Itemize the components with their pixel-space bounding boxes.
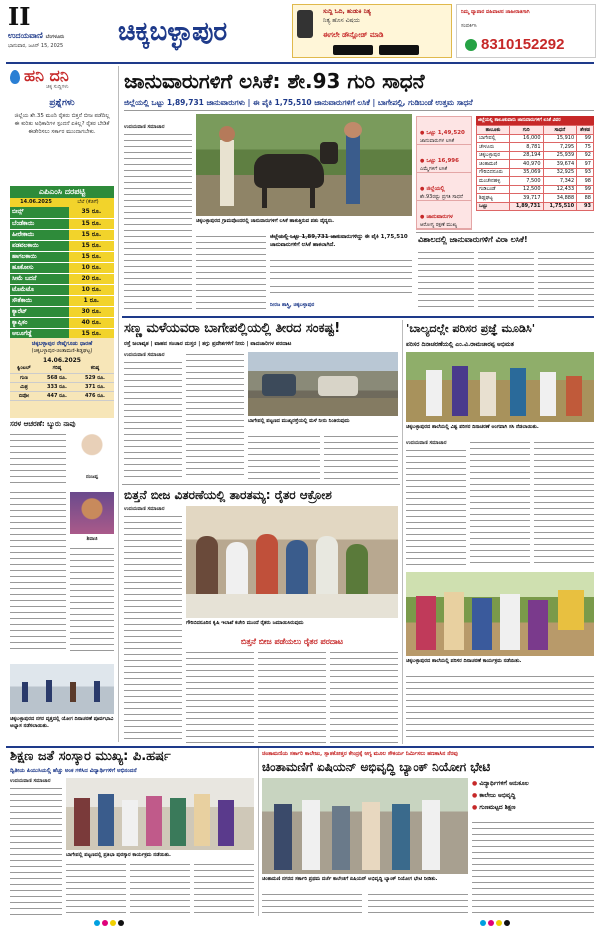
brand-sub: ಚಿಕ್ಕ ಸುದ್ದಿಗಳು xyxy=(46,84,69,90)
market-table xyxy=(10,364,114,401)
taluk-table-cell: 97 xyxy=(577,160,594,169)
taluk-table-cell: 39,674 xyxy=(543,160,577,169)
market-row xyxy=(10,373,114,382)
story2-col1 xyxy=(124,360,182,480)
taluk-table-box xyxy=(476,116,594,230)
market-cell-min: 529 ರೂ. xyxy=(76,373,114,382)
market-cell-max: 447 ರೂ. xyxy=(38,391,76,400)
market-title: ಚಿಕ್ಕಬಳ್ಳಾಪುರ ರೇಷ್ಮೆಗೂಡು ಧಾರಣೆ xyxy=(31,341,93,347)
bottom-left-col5 xyxy=(194,862,254,916)
people-text-2 xyxy=(10,490,66,650)
market-cell-name: ಗುಣ xyxy=(10,373,38,382)
veg-name: ಹೂಕೋಸು xyxy=(10,262,69,273)
related-headline: ವಿಶಾಲದಲ್ಲಿ ಜಾನುವಾರುಗಳಿಗೆ ವಿರಾ ಲಸಿಕೆ! xyxy=(418,235,528,244)
bottom-left-subhead: ದ್ವಿತೀಯ ಪಿಯುಸಿಯಲ್ಲಿ ಹೆಚ್ಚು ಅಂಕ ಗಳಿಸಿದ ವಿದ್ಯಾರ್ಥಿಗಳಿಗೆ ಅಭಿನಂದನೆ xyxy=(10,768,137,774)
taluk-table-title: ಜಿಲ್ಲೆಯಲ್ಲಿ ತಾಲೂಕುವಾರು ಜಾನುವಾರುಗಳಿಗೆ ಲಸಿಕೆ ವಿವರ xyxy=(476,116,594,125)
app-ad-line1: ಸುದ್ದಿ ಓದಿ, ಹುಡುಕಿ ನಿತ್ಯ xyxy=(323,9,371,15)
person1-photo xyxy=(70,430,114,472)
story4-byline: ಉದಯವಾಣಿ ಸಮಾಚಾರ xyxy=(406,440,447,446)
market-cell-name: ಮಿಶ್ರ xyxy=(10,382,38,391)
taluk-table-row xyxy=(477,151,594,160)
taluk-table-row xyxy=(477,143,594,152)
people-text-3 xyxy=(70,546,114,656)
story4-headline: 'ಬಾಲ್ಯದಲ್ಲೇ ಪರಿಸರ ಪ್ರಜ್ಞೆ ಮೂಡಿಸಿ' xyxy=(406,322,536,335)
taluk-table-row xyxy=(477,134,594,143)
taluk-table-cell: 99 xyxy=(577,185,594,194)
market-sub: (ಚಿಕ್ಕಬಳ್ಳಾಪುರ-ಚಿಂತಾಮಣಿ-ಶಿಡ್ಲಘಟ್ಟ) xyxy=(31,348,93,354)
taluk-table-cell: 7,500 xyxy=(509,177,543,186)
story2-col3 xyxy=(248,434,320,480)
taluk-table-row xyxy=(477,185,594,194)
brand-logo-text: ಹನಿ ದನಿ xyxy=(24,66,69,85)
bottom-right-col2 xyxy=(262,892,362,916)
bottom-left-caption: ಬಾಗೇಪಲ್ಲಿ ಪಟ್ಟಣದಲ್ಲಿ ಪ್ರತಿಭಾ ಪುರಸ್ಕಾರ ಕಾರ್ಯಕ್ರಮ ನಡೆಯಿತು. xyxy=(66,852,171,858)
taluk-table-cell: 12,500 xyxy=(509,185,543,194)
veg-price-row xyxy=(10,262,114,273)
paper-name xyxy=(8,31,64,41)
related-rule xyxy=(416,232,594,233)
story3-sub-headline: ಬಿತ್ತನೆ ಬೀಜ ಪಡೆಯಲು ರೈತರ ಪರದಾಟ xyxy=(240,637,344,646)
taluk-table-cell: 40,970 xyxy=(509,160,543,169)
fact-label: ಒಟ್ಟು 1,49,520 xyxy=(426,130,465,136)
fact-text: ಆರೋಗ್ಯ ರಕ್ಷಣೆ ಮುಖ್ಯ xyxy=(420,222,458,228)
bullet-icon: ● xyxy=(472,804,480,811)
issue-date: ಭಾನುವಾರ, ಜೂನ್ 15, 2025 xyxy=(8,43,64,49)
lead-highlight-lines xyxy=(270,258,412,280)
masthead-divider xyxy=(6,62,594,64)
taluk-table-cell: 15,910 xyxy=(543,134,577,143)
taluk-table-row xyxy=(477,177,594,186)
whatsapp-icon xyxy=(465,39,477,51)
story3-byline: ಉದಯವಾಣಿ ಸಮಾಚಾರ xyxy=(124,506,165,512)
bullet-icon: ● xyxy=(420,158,425,164)
story4-photo2 xyxy=(406,572,594,656)
bullet-icon: ● xyxy=(472,780,480,787)
apmc-box xyxy=(10,186,114,337)
veg-price: 15 ರೂ. xyxy=(69,229,114,240)
fact-item xyxy=(417,145,471,173)
veg-price: 10 ರೂ. xyxy=(69,262,114,273)
lead-highlight xyxy=(270,234,412,282)
taluk-table-cell: 8,781 xyxy=(509,143,543,152)
market-cell-max: 333 ರೂ. xyxy=(38,382,76,391)
story4-subhead: ಪರಿಸರ ದಿನಾಚರಣೆಯಲ್ಲಿ ಎಂ.ವಿ.ರಾಮಚಾರಪ್ಪ ಅಭಿಮತ xyxy=(406,341,514,348)
bottom-right-photo xyxy=(262,778,468,874)
taluk-table-header: ಶೇಕಡ xyxy=(577,126,594,135)
veg-name: ಸೌತೆಕಾಯಿ xyxy=(10,295,69,306)
taluk-table-row xyxy=(477,194,594,203)
story2-subhead: ರಸ್ತೆ ಜಲಾವೃತ | ವಾಹನ ಸಂಚಾರ ದುಸ್ತರ | ತಗ್ಗು ಪ್ರದೇಶಗಳಿಗೆ ನೀರು | ಪಾದಚಾರಿಗಳ ಪರದಾಟ xyxy=(124,341,292,347)
app-ad-line3: ಈಗಲೇ ಡೌನ್ಲೋಡ್ ಮಾಡಿ xyxy=(323,31,384,39)
story3-col4 xyxy=(258,650,326,744)
veg-price: 40 ರೂ. xyxy=(69,317,114,328)
story2-byline: ಉದಯವಾಣಿ ಸಮಾಚಾರ xyxy=(124,352,165,358)
edition-title: ಚಿಕ್ಕಬಳ್ಳಾಪುರ xyxy=(118,17,228,47)
taluk-table-cell: 75 xyxy=(577,143,594,152)
bottom-right-col3 xyxy=(368,892,468,916)
story4-col2 xyxy=(470,440,530,568)
taluk-table-cell: 25,939 xyxy=(543,151,577,160)
story3-col1 xyxy=(124,514,182,744)
apmc-title: ಎಪಿಎಂಸಿ ದರಪಟ್ಟಿ xyxy=(10,186,114,198)
veg-price: 15 ರೂ. xyxy=(69,328,114,339)
taluk-table-cell: ಗುಡಿಬಂಡೆ xyxy=(477,185,510,194)
bottom-right-caption: ಚಿಂತಾಮಣಿ ನಗರದ ಸರ್ಕಾರಿ ಪ್ರಥಮ ದರ್ಜೆ ಕಾಲೇಜಿಗೆ ಏಷಿಯನ್ ಅಭಿವೃದ್ಧಿ ಬ್ಯಾಂಕ್ ನಿಯೋಗ ಭೇಟಿ ನೀಡಿತು. xyxy=(262,876,438,882)
story3-col5 xyxy=(330,650,398,744)
fact-label: ಜಿಲ್ಲೆಯಲ್ಲಿ xyxy=(426,186,445,192)
yoga-photo xyxy=(10,664,114,714)
taluk-table-cell: ಚೇಳೂರು xyxy=(477,143,510,152)
story2-bottom-rule xyxy=(122,484,400,485)
lead-facts xyxy=(416,116,472,230)
veg-price-row xyxy=(10,240,114,251)
market-header: ಕ್ವಿಂಟಲ್ xyxy=(10,364,38,373)
story4-col4 xyxy=(406,674,594,742)
contact-ad-line2: ಸಂಪರ್ಕಿಸಿ xyxy=(461,23,477,29)
bottom-right-kicker: ಚಿಂತಾಮಣಿಯ ಸರ್ಕಾರಿ ಕಾಲೇಜು, ಸ್ನಾತಕೋತ್ತರ ಕೇಂದ್ರಕ್ಕೆ ಆಗ್ಯ ಮೂಲ ಸೌಕರ್ಯ ನಿರ್ಮಿಸಲು ಹಣಕಾಸಿನ ನೆರವು xyxy=(262,751,458,757)
bottom-left-col1 xyxy=(10,786,62,916)
veg-name: ಕ್ಯಾಪ್ಸಿಕಂ xyxy=(10,317,69,328)
taluk-table-cell: 93 xyxy=(577,168,594,177)
print-registration-marks xyxy=(0,918,600,928)
taluk-table-cell: 39,717 xyxy=(509,194,543,203)
taluk-table-row xyxy=(477,202,594,211)
story3-photo-caption: ಗೌರಿಬಿದನೂರಿನ ಕೃಷಿ ಇಲಾಖೆ ಕಚೇರಿ ಮುಂದೆ ರೈತರು ಜಮಾಯಿಸಿರುವುದು xyxy=(186,620,304,626)
story3-headline: ಬಿತ್ತನೆ ಬೀಜ ವಿತರಣೆಯಲ್ಲಿ ತಾರತಮ್ಯ: ರೈತರ ಆಕ್ರೋಶ xyxy=(124,488,332,502)
bullet-text: ವಿದ್ಯಾರ್ಥಿಗಳಿಗೆ ಅನುಕೂಲ xyxy=(479,780,529,787)
bullet-icon: ● xyxy=(420,186,425,192)
veg-price-row xyxy=(10,306,114,317)
veg-name: ಹೀರೇಕಾಯಿ xyxy=(10,229,69,240)
bullet-item xyxy=(472,778,594,790)
taluk-table xyxy=(476,125,594,211)
fact-item xyxy=(417,117,471,145)
taluk-table-header: ತಾಲೂಕು xyxy=(477,126,510,135)
taluk-table-cell: 34,888 xyxy=(543,194,577,203)
veg-name: ಆಲೂಗೆಡ್ಡೆ xyxy=(10,328,69,339)
veg-price: 15 ರೂ. xyxy=(69,240,114,251)
yoga-caption: ಚಿಕ್ಕಬಳ್ಳಾಪುರದ ನಗರ ವೃತ್ತದಲ್ಲಿ ಯೋಗ ದಿನಾಚರಣೆ ಪೂರ್ವಭಾವಿ ಅಭ್ಯಾಸ ನಡೆಸಲಾಯಿತು. xyxy=(10,716,114,729)
fact-item xyxy=(417,173,471,201)
veg-name: ಕ್ಯಾರೆಟ್ xyxy=(10,306,69,317)
market-header: ಕನಿಷ್ಠ xyxy=(76,364,114,373)
veg-price: 15 ರೂ. xyxy=(69,251,114,262)
veg-price-row xyxy=(10,295,114,306)
market-header: ಗರಿಷ್ಠ xyxy=(38,364,76,373)
person1-caption: ನಂಜಪ್ಪ xyxy=(86,474,98,480)
lead-bottom-rule xyxy=(122,316,594,318)
veg-name: ಹಾಗಲಕಾಯಿ xyxy=(10,251,69,262)
market-cell-name: ಬಿವೋ xyxy=(10,391,38,400)
lead-byline: ಉದಯವಾಣಿ ಸಮಾಚಾರ xyxy=(124,124,165,130)
qa-title: ಪ್ರಶ್ನೆಗಳು xyxy=(49,98,75,108)
fact-text: ಜಾನುವಾರುಗಳ ಲಸಿಕೆ xyxy=(420,138,455,144)
drop-icon xyxy=(10,70,20,84)
taluk-table-cell: ಬಾಗೇಪಲ್ಲಿ xyxy=(477,134,510,143)
market-cell-max: 568 ರೂ. xyxy=(38,373,76,382)
fact-item xyxy=(417,201,471,229)
veg-price: 35 ರೂ. xyxy=(69,207,114,218)
page-number: II xyxy=(8,2,31,31)
lead-subhead-rule xyxy=(124,110,594,111)
taluk-table-cell: 92 xyxy=(577,151,594,160)
contact-ad-line1: ನಿಮ್ಮ ವ್ಯಾಪಾರ ವಹಿವಾಟಿನ ಜಾಹೀರಾತಿಗಾಗಿ xyxy=(461,9,530,15)
apple-icon xyxy=(333,45,373,55)
story4-photo xyxy=(406,352,594,422)
bottom-right-col4 xyxy=(472,820,594,916)
taluk-table-cell: 35,069 xyxy=(509,168,543,177)
taluk-table-cell: ಒಟ್ಟು xyxy=(477,202,510,211)
taluk-table-cell: 98 xyxy=(577,177,594,186)
veg-price-row xyxy=(10,284,114,295)
bottom-divider xyxy=(258,748,259,916)
taluk-table-cell: 1,75,510 xyxy=(543,202,577,211)
bottom-left-byline: ಉದಯವಾಣಿ ಸಮಾಚಾರ xyxy=(10,778,51,784)
veg-name: ಬೆಂಡೆಕಾಯಿ xyxy=(10,218,69,229)
taluk-table-cell: ಮಂಚೇನಹಳ್ಳಿ xyxy=(477,177,510,186)
veg-name: ಟೊಮೆಟೊ xyxy=(10,284,69,295)
cow-icon xyxy=(254,154,324,188)
story2-col4 xyxy=(324,434,398,480)
sidebar-divider xyxy=(118,66,119,742)
bottom-left-headline: ಶಿಕ್ಷಣ ಜತೆ ಸಂಸ್ಕಾರ ಮುಖ್ಯ: ಪಿ.ಹರ್ಷ xyxy=(10,749,171,764)
veg-price: 15 ರೂ. xyxy=(69,218,114,229)
veg-price: 20 ರೂ. xyxy=(69,273,114,284)
bullet-icon: ● xyxy=(420,214,425,220)
story2-photo xyxy=(248,352,398,416)
related-col3 xyxy=(538,250,594,312)
veg-price-row xyxy=(10,207,114,218)
story2-photo-caption: ಬಾಗೇಪಲ್ಲಿ ಪಟ್ಟಣದ ಮುಖ್ಯರಸ್ತೆಯಲ್ಲಿ ಮಳೆ ನೀರು ನಿಂತಿರುವುದು xyxy=(248,418,350,424)
paper-name-text: ಉದಯವಾಣಿ xyxy=(8,31,43,40)
veg-name: ಬೀನ್ಸ್ xyxy=(10,207,69,218)
taluk-table-cell: 7,342 xyxy=(543,177,577,186)
bullet-item xyxy=(472,790,594,802)
related-col1 xyxy=(418,250,474,312)
veg-price-row xyxy=(10,229,114,240)
lead-highlight-text: ಜಿಲ್ಲೆಯಲ್ಲಿ ಒಟ್ಟು 1,89,731 ಜಾನುವಾರುಗಳಿದ್ದು ಈ ಪೈಕಿ 1,75,510 ಜಾನುವಾರುಗಳಿಗೆ ಲಸಿಕೆ ಹಾಕಲಾಗಿದೆ. xyxy=(270,234,408,248)
veg-price-table xyxy=(10,207,114,340)
story4-col1 xyxy=(406,448,466,568)
story2-headline: ಸಣ್ಣ ಮಳೆಯವರಾ ಬಾಗೇಪಲ್ಲಿಯಲ್ಲಿ ತೀರದ ಸಂಕಷ್ಟ! xyxy=(124,321,341,336)
veg-price-row xyxy=(10,273,114,284)
market-row xyxy=(10,382,114,391)
person2-caption: ಶಿವಾಜಿ xyxy=(86,536,98,542)
taluk-table-cell: ಚಿಂತಾಮಣಿ xyxy=(477,160,510,169)
market-box xyxy=(10,338,114,418)
mid-divider xyxy=(402,320,403,744)
lead-col5 xyxy=(270,284,412,298)
veg-name: ಪಡವಲಕಾಯಿ xyxy=(10,240,69,251)
people-title: ಸರಳ ಆಚರಣೆ: ಬ್ಯುರು ನಾವು xyxy=(10,420,76,428)
people-text-1 xyxy=(10,432,66,488)
lead-col1 xyxy=(124,132,192,312)
bullet-item xyxy=(472,802,594,814)
market-date: 14.06.2025 xyxy=(43,357,81,364)
story2-col2 xyxy=(186,352,244,480)
veg-price: 1 ರೂ. xyxy=(69,295,114,306)
bottom-left-col3 xyxy=(66,862,126,916)
app-ad xyxy=(292,4,452,58)
taluk-table-row xyxy=(477,168,594,177)
taluk-table-cell: 99 xyxy=(577,134,594,143)
play-store-icon xyxy=(379,45,419,55)
taluk-table-header: ಗುರಿ xyxy=(509,126,543,135)
lead-photo-caption: ಚಿಕ್ಕಬಳ್ಳಾಪುರದ ಗ್ರಾಮವೊಂದರಲ್ಲಿ ಜಾನುವಾರುಗಳಿಗೆ ಲಸಿಕೆ ಹಾಕುತ್ತಿರುವ ಪಶು ವೈದ್ಯರು. xyxy=(196,218,335,224)
apmc-date: 14.06.2025 xyxy=(20,199,52,205)
veg-price: 30 ರೂ. xyxy=(69,306,114,317)
brand-logo xyxy=(10,66,114,90)
fact-text: ಎಮ್ಮೆಗಳಿಗೆ ಲಸಿಕೆ xyxy=(420,166,448,172)
person2-photo xyxy=(70,492,114,534)
bullet-icon: ● xyxy=(420,130,425,136)
qa-text: ಜಿಲ್ಲೆಯ ಶೇ.35 ಮಂದಿ ರೈತರು ಬಿತ್ತನೆ ಬೀಜ ಪಡೆದಿಲ್ಲ ಈ ಕುರಿತು ಅಧಿಕಾರಿಗಳ ಸ್ಪಂದನೆ ಏಕಿಲ್ಲ? ರೈತರ ಬೇಡಿಕೆ ಈಡೇರಿಸಲು ಸರ್ಕಾರ ಮುಂದಾಗಬೇಕು. xyxy=(14,113,110,135)
bottom-right-headline: ಚಿಂತಾಮಣಿಗೆ ಏಷಿಯನ್ ಅಭಿವೃದ್ಧಿ ಬ್ಯಾಂಕ್ ನಿಯೋಗ ಭೇಟಿ xyxy=(262,760,491,774)
veg-price-row xyxy=(10,251,114,262)
taluk-table-cell: 93 xyxy=(577,202,594,211)
market-cell-min: 476 ರೂ. xyxy=(76,391,114,400)
fact-label: ಒಟ್ಟು 16,996 xyxy=(426,158,459,164)
lead-headline: ಜಾನುವಾರುಗಳಿಗೆ ಲಸಿಕೆ: ಶೇ.93 ಗುರಿ ಸಾಧನೆ xyxy=(124,69,425,93)
lead-byline2: ನೀರಜ ಶಾಸ್ತ್ರಿ, ಚಿಕ್ಕಬಳ್ಳಾಪುರ xyxy=(270,302,315,308)
bottom-left-photo xyxy=(66,778,254,850)
taluk-table-cell: 16,000 xyxy=(509,134,543,143)
bottom-left-col4 xyxy=(130,862,190,916)
taluk-table-cell: ಚಿಕ್ಕಬಳ್ಳಾಪುರ xyxy=(477,151,510,160)
market-row xyxy=(10,391,114,400)
taluk-table-cell: ಶಿಡ್ಲಘಟ್ಟ xyxy=(477,194,510,203)
bullet-text: ಕಾಲೇಜು ಅಭಿವೃದ್ಧಿ xyxy=(479,792,516,799)
story4-photo-caption: ಚಿಕ್ಕಬಳ್ಳಾಪುರದ ಶಾಲೆಯಲ್ಲಿ ವಿಶ್ವ ಪರಿಸರ ದಿನಾಚರಣೆ ಅಂಗವಾಗಿ ಸಸಿ ನೆಡಲಾಯಿತು. xyxy=(406,424,539,430)
story3-col3 xyxy=(186,650,254,744)
story4-photo2-caption: ಚಿಕ್ಕಬಳ್ಳಾಪುರದ ಶಾಲೆಯಲ್ಲಿ ಪರಿಸರ ದಿನಾಚರಣೆ ಕಾರ್ಯಕ್ರಮ ನಡೆಯಿತು. xyxy=(406,658,522,664)
bottom-right-bullets xyxy=(472,778,594,818)
taluk-table-cell: ಗೌರಿಬಿದನೂರು xyxy=(477,168,510,177)
location-text: ಬೆಂಗಳೂರು xyxy=(45,34,65,40)
bullet-text: ಗುಣಮಟ್ಟದ ಶಿಕ್ಷಣ xyxy=(479,804,516,811)
taluk-table-cell: 28,194 xyxy=(509,151,543,160)
market-cell-min: 371 ರೂ. xyxy=(76,382,114,391)
apmc-col: ಬೆಲೆ (ಕೆಜಿಗೆ) xyxy=(77,199,99,205)
story4-col3 xyxy=(534,440,594,568)
veg-name: ಸೀಮೆ ಬದನೆ xyxy=(10,273,69,284)
lead-col3 xyxy=(196,234,266,312)
taluk-table-cell: 7,295 xyxy=(543,143,577,152)
taluk-table-row xyxy=(477,160,594,169)
app-ad-line2: ನಿತ್ಯ ಹೊಸ ವಿಷಯ xyxy=(323,18,360,24)
contact-ad xyxy=(456,4,596,58)
taluk-table-cell: 32,925 xyxy=(543,168,577,177)
veg-price-row xyxy=(10,317,114,328)
lead-photo xyxy=(196,114,412,216)
veg-price-row xyxy=(10,218,114,229)
veg-price: 10 ರೂ. xyxy=(69,284,114,295)
taluk-table-cell: 88 xyxy=(577,194,594,203)
bullet-icon: ● xyxy=(472,792,480,799)
taluk-table-header: ಸಾಧನೆ xyxy=(543,126,577,135)
story3-photo xyxy=(186,506,398,618)
taluk-table-cell: 12,433 xyxy=(543,185,577,194)
contact-phone: 8310152292 xyxy=(481,36,565,53)
related-col2 xyxy=(478,250,534,312)
phone-icon xyxy=(297,10,313,38)
taluk-table-cell: 1,89,731 xyxy=(509,202,543,211)
fact-text: ಶೇ.93ರಷ್ಟು ಪ್ರಗತಿ ಸಾಧನೆ xyxy=(420,194,463,200)
fact-label: ಜಾನುವಾರುಗಳ xyxy=(426,214,453,220)
lead-subhead: ಜಿಲ್ಲೆಯಲ್ಲಿ ಒಟ್ಟು 1,89,731 ಜಾನುವಾರುಗಳು | ಈ ಪೈಕಿ 1,75,510 ಜಾನುವಾರುಗಳಿಗೆ ಲಸಿಕೆ | ಬಾಗೇಪಲ್ಲಿ, ಗುಡಿಬಂಡೆ ಉತ್ತಮ ಸಾಧನೆ xyxy=(124,98,473,107)
